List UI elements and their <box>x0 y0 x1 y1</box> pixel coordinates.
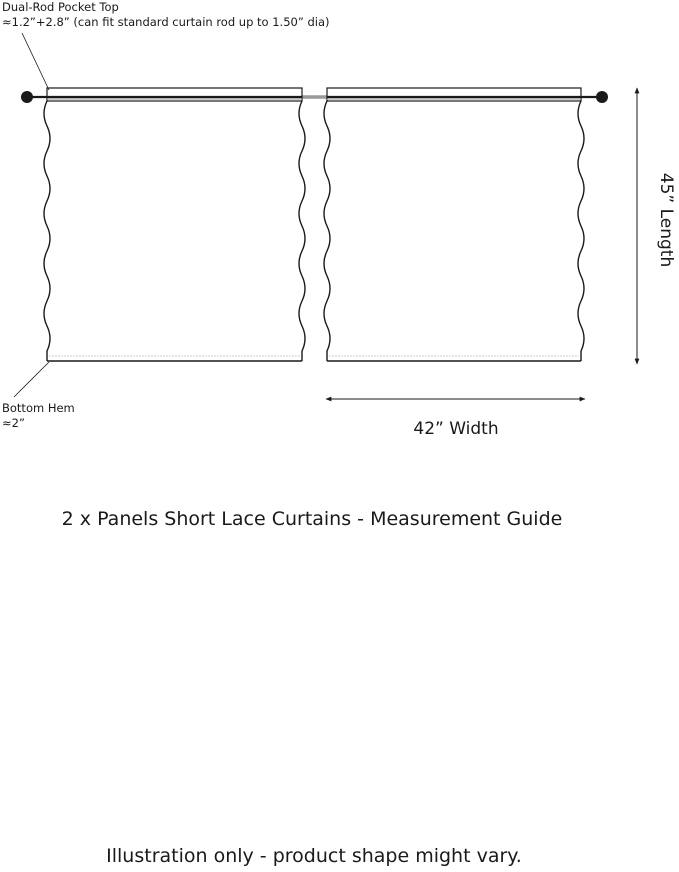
rod-end-finial-left <box>21 91 33 103</box>
panel-wavy-edge-left-inner <box>299 101 305 361</box>
bottom-hem-detail: ≈2” <box>2 416 25 430</box>
curtain-panel-right <box>324 88 584 361</box>
rod-pocket-title: Dual-Rod Pocket Top <box>2 0 119 14</box>
bottom-hem-leader-line <box>14 362 49 397</box>
width-dimension-label: 42” Width <box>413 419 499 439</box>
panel-wavy-edge-right-inner <box>324 101 330 361</box>
panel-wavy-edge-right-outer <box>578 101 584 361</box>
bottom-hem-callout <box>2 401 75 431</box>
rod-pocket-leader-line <box>22 33 49 90</box>
measurement-guide-title: 2 x Panels Short Lace Curtains - Measurement Guide <box>61 508 563 530</box>
length-dimension-label: 45” Length <box>656 172 676 268</box>
panel-wavy-edge-left-outer <box>44 101 50 361</box>
rod-pocket-detail: ≈1.2”+2.8” (can fit standard curtain rod up to 1.50” dia) <box>2 15 330 29</box>
curtain-panel-left <box>44 88 305 361</box>
bottom-hem-title: Bottom Hem <box>2 401 75 415</box>
rod-end-finial-right <box>596 91 608 103</box>
rod-pocket-callout <box>2 0 330 30</box>
illustration-disclaimer: Illustration only - product shape might vary. <box>106 845 522 867</box>
